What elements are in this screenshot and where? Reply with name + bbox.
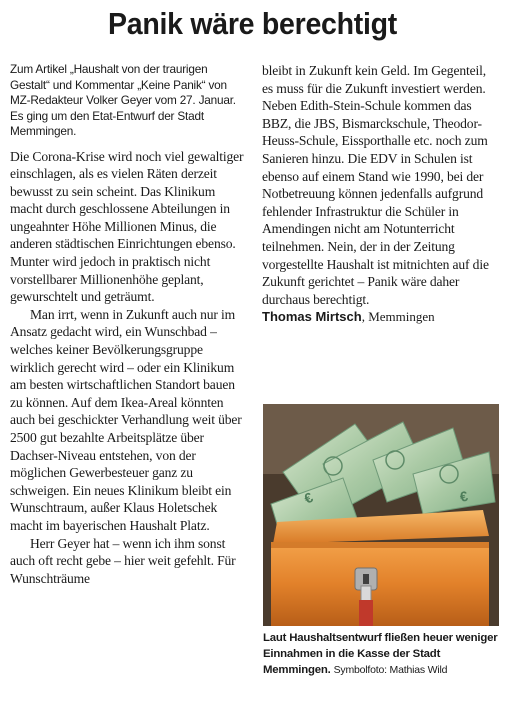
caption-text: Laut Haushaltsentwurf fließen heuer weniger Einnahmen in die Kasse der Stadt Memmingen.: [263, 632, 498, 676]
paragraph-3: Herr Geyer hat – wenn ich ihm sonst auch oft recht gebe – hier weit gefehlt. Für Wunschträume: [10, 535, 236, 586]
author-location: , Memmingen: [361, 309, 435, 325]
photo-caption: [263, 630, 499, 678]
svg-text:€: €: [301, 488, 316, 507]
cash-box-icon: [271, 510, 489, 626]
paragraph-2: Man irrt, wenn in Zukunft auch nur im Ansatz gedacht wird, ein Wunschbad – welches keiner Bevölkerungsgruppe wirklich gerecht wird – oder ein Klinikum am besten wirtschaftlichen Standort bauen zu können. Auf dem Ikea-Areal könnten auch bei geschickter Verhandlung weit über 2500 gut bezahlte Arbeitsplätze über Dachser-Niveau entstehen, von der möglichen Gewerbesteuer ganz zu schweigen. Ein neues Klinikum bleibt ein Wunschtraum, außer Klaus Holetschek macht im bayerischen Haushalt Platz.: [10, 306, 242, 533]
left-column: [10, 62, 248, 587]
paragraph-1: Die Corona-Krise wird noch viel gewaltiger einschlagen, als es vielen Räten derzeit bewusst zu sein scheint. Das Klinikum macht durch geschlossene Abteilungen in ungeahnter Höhe Millionen Minus, die anderen städtischen Einrichtungen ebenso. Munter wird jedoch in praktisch nicht vorstellbarer Millionenhöhe geplant, gewurschtelt und geträumt.: [10, 148, 244, 305]
svg-text:€: €: [458, 487, 470, 505]
euro-banknotes-in-orange-cash-box-icon: [263, 404, 499, 626]
lead-text: Zum Artikel „Haushalt von der traurigen Gestalt“ und Kommentar „Keine Panik“ von MZ-Redakteur Volker Geyer vom 27. Januar. Es ging um den Etat-Entwurf der Stadt Memmingen.: [10, 62, 236, 138]
author-line: [262, 308, 498, 326]
photo-credit: Symbolfoto: Mathias Wild: [333, 664, 448, 676]
headline: Panik wäre berechtigt: [107, 6, 398, 41]
euro-cashbox-photo: [263, 404, 499, 626]
paragraph-4: bleibt in Zukunft kein Geld. Im Gegenteil, es muss für die Zukunft investiert werden. Neben Edith-Stein-Schule kommen das BBZ, die JBS, Bismarckschule, Theodor-Heuss-Schule, Eissporthalle etc. noch zum Sanieren hinzu. Die EDV in Schulen ist ebenso auf einem Stand wie 1990, bei der Notbetreuung können jedenfalls aufgrund fehlender Infrastruktur die Schüler in Amendingen nicht am Notunterricht teilnehmen. Nein, der in der Zeitung vorgestellte Haushalt ist mitnichten auf die Zukunft gerichtet – Panik wäre daher durchaus berechtigt.: [262, 63, 489, 307]
author-name: Thomas Mirtsch: [262, 309, 362, 325]
right-column: [262, 62, 498, 326]
